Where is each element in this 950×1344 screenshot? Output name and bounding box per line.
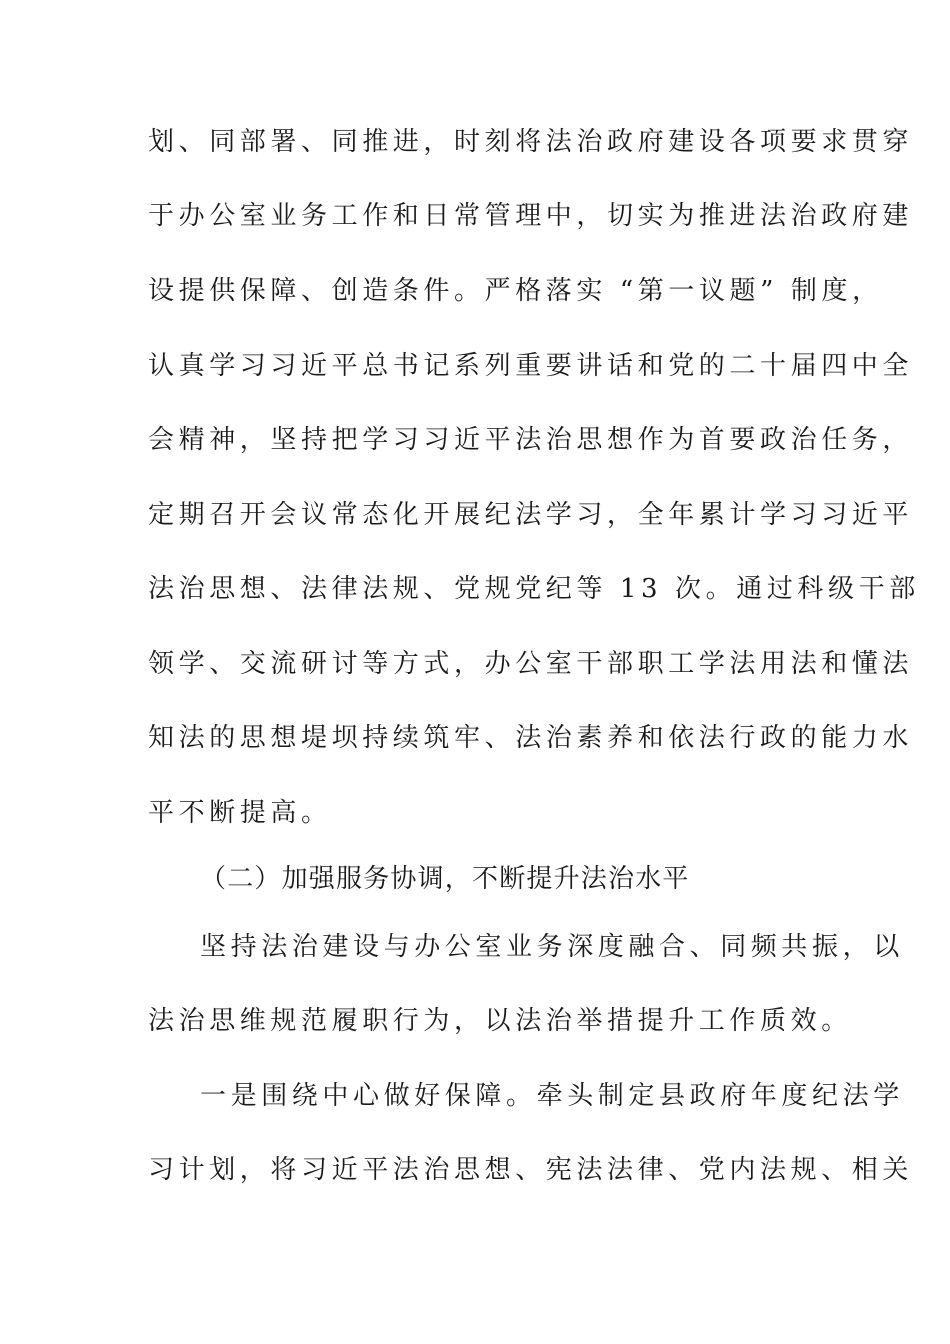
body-text-line: 设提供保障、创造条件。严格落实 “第一议题” 制度，: [148, 276, 883, 306]
section-heading: （二）加强服务协调，不断提升法治水平: [200, 864, 690, 894]
body-text-line: 会精神，坚持把学习习近平法治思想作为首要政治任务，: [148, 425, 914, 455]
body-text-line: 法治思维规范履职行为，以法治举措提升工作质效。: [148, 1006, 852, 1036]
body-text-line: 习计划，将习近平法治思想、宪法法律、党内法规、相关: [148, 1155, 914, 1185]
body-text-line: 定期召开会议常态化开展纪法学习，全年累计学习习近平: [148, 500, 914, 530]
paragraph-first-line: 一是围绕中心做好保障。牵头制定县政府年度纪法学: [200, 1081, 904, 1111]
body-text-line: 法治思想、法律法规、党规党纪等 13 次。通过科级干部: [148, 574, 920, 604]
body-text-line: 于办公室业务工作和日常管理中，切实为推进法治政府建: [148, 201, 914, 231]
body-text-line: 平不断提高。: [148, 798, 332, 828]
body-text-line: 划、同部署、同推进，时刻将法治政府建设各项要求贯穿: [148, 127, 914, 157]
body-text-line: 认真学习习近平总书记系列重要讲话和党的二十届四中全: [148, 351, 914, 381]
paragraph-first-line: 坚持法治建设与办公室业务深度融合、同频共振，以: [200, 932, 904, 962]
body-text-line: 领学、交流研讨等方式，办公室干部职工学法用法和懂法: [148, 649, 914, 679]
body-text-line: 知法的思想堤坝持续筑牢、法治素养和依法行政的能力水: [148, 723, 914, 753]
